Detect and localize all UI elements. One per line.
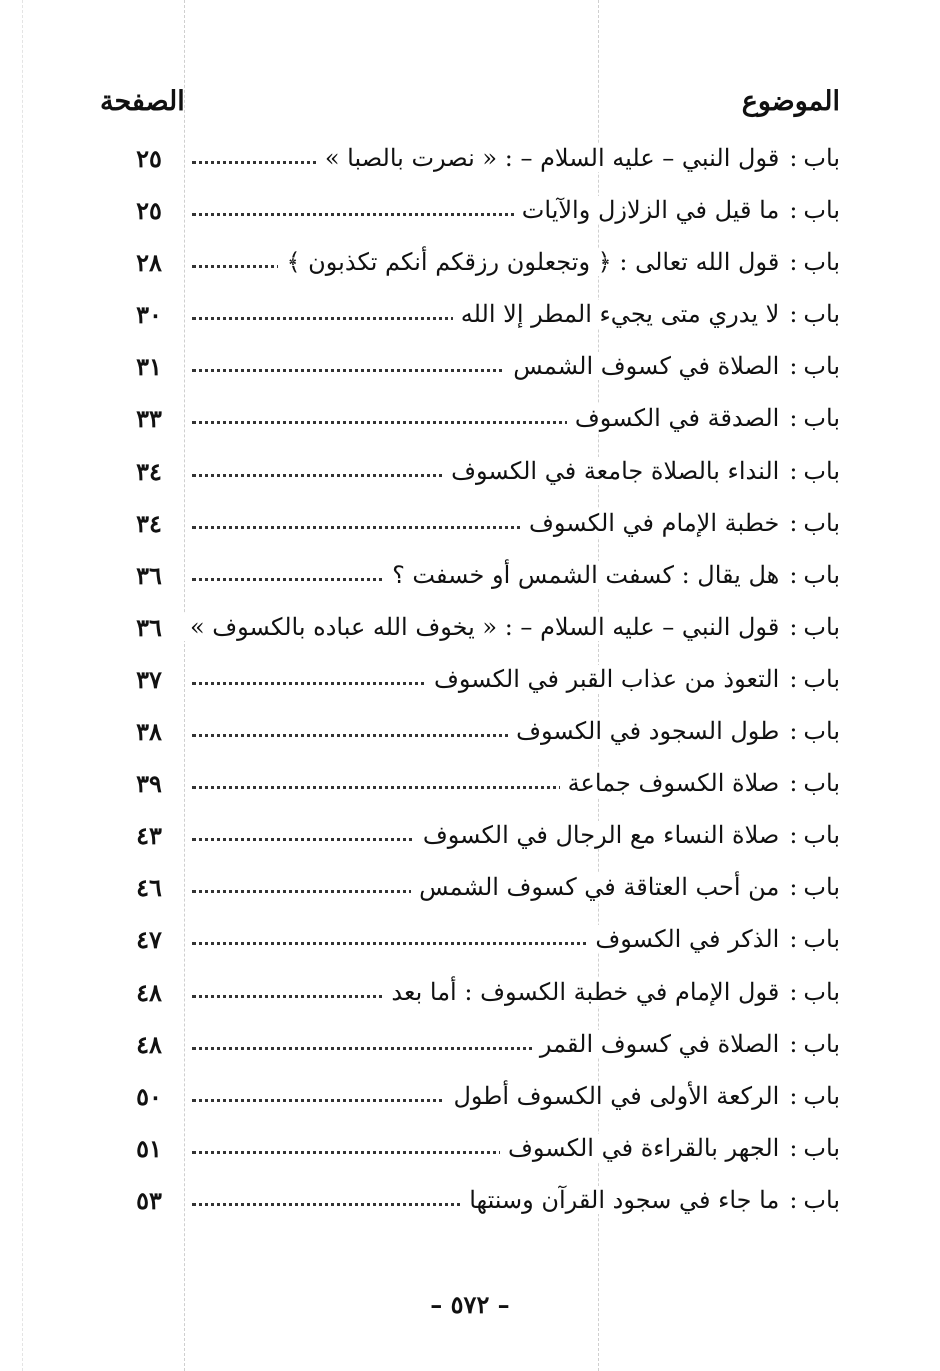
entry-text: الجهر بالقراءة في الكسوف: [508, 1133, 780, 1162]
entry-prefix: باب: [803, 769, 840, 798]
toc-entry-page-number: ٣٦: [136, 612, 162, 642]
toc-entry-page-number: ٢٥: [136, 144, 162, 173]
toc-entry-title: [500, 1134, 840, 1162]
entry-text: من أحب العتاقة في كسوف الشمس: [419, 873, 780, 902]
entry-separator: :: [789, 1185, 798, 1214]
entry-separator: :: [789, 612, 798, 641]
toc-entry-page-number: ٤٦: [136, 873, 162, 903]
toc-header: [100, 86, 840, 130]
toc-entry-title: [521, 509, 840, 537]
entry-prefix: باب: [803, 196, 840, 225]
entry-prefix: باب: [803, 1029, 840, 1058]
topic-column-heading: الموضوع: [741, 86, 840, 117]
toc-entry-title: [384, 561, 840, 589]
entry-separator: :: [789, 508, 798, 537]
entry-prefix: باب: [803, 560, 840, 589]
toc-entry: [120, 865, 840, 917]
entry-prefix: باب: [803, 1133, 840, 1162]
entry-separator: :: [789, 769, 798, 798]
entry-separator: :: [789, 717, 798, 746]
toc-entry-page-number: ٣٨: [136, 717, 162, 747]
toc-entry-page-number: ٥٣: [136, 1185, 162, 1215]
toc-entry-page-number: ٤٨: [136, 977, 162, 1007]
toc-entry-title: [453, 300, 840, 328]
toc-entry-title: [182, 613, 840, 641]
entry-text: النداء بالصلاة جامعة في الكسوف: [451, 456, 780, 485]
toc-entry: [120, 553, 840, 605]
toc-entry-title: [567, 404, 840, 432]
entry-text: قول الله تعالى : ﴿ وتجعلون رزقكم أنكم تكذبون ﴾: [286, 248, 780, 277]
entry-prefix: باب: [803, 873, 840, 902]
entry-prefix: باب: [803, 404, 840, 433]
entry-text: الصلاة في كسوف الشمس: [513, 352, 780, 381]
toc-entry-title: [411, 873, 840, 901]
toc-entry: [120, 1126, 840, 1178]
entry-separator: :: [789, 248, 798, 277]
toc-entry: [120, 813, 840, 865]
toc-entry: [120, 605, 840, 657]
toc-entry-title: [415, 821, 840, 849]
toc-entry: [120, 1074, 840, 1126]
entry-separator: :: [789, 300, 798, 329]
toc-entry-title: [532, 1030, 840, 1058]
toc-entry-title: [461, 1186, 840, 1214]
entry-prefix: باب: [803, 925, 840, 954]
entry-prefix: باب: [803, 664, 840, 693]
toc-entry: [120, 709, 840, 761]
entry-separator: :: [789, 1029, 798, 1058]
entry-prefix: باب: [803, 612, 840, 641]
entry-separator: :: [789, 352, 798, 381]
entry-prefix: باب: [803, 717, 840, 746]
entry-prefix: باب: [803, 1081, 840, 1110]
toc-entry: [120, 501, 840, 553]
entry-text: طول السجود في الكسوف: [516, 717, 780, 746]
toc-entry-title: [514, 196, 840, 224]
entry-separator: :: [789, 977, 798, 1006]
entry-prefix: باب: [803, 821, 840, 850]
entry-text: الذكر في الكسوف: [595, 925, 780, 954]
toc-entry-page-number: ٢٥: [136, 196, 162, 226]
table-of-contents: [120, 136, 840, 1230]
entry-prefix: باب: [803, 352, 840, 381]
toc-entry-page-number: ٣٤: [136, 456, 162, 486]
toc-entry: [120, 1022, 840, 1074]
entry-prefix: باب: [803, 144, 840, 172]
entry-separator: :: [789, 1133, 798, 1162]
toc-entry-title: [383, 978, 840, 1006]
entry-text: خطبة الإمام في الكسوف: [529, 508, 780, 537]
toc-entry-page-number: ٥١: [136, 1133, 162, 1163]
toc-entry-title: [443, 457, 840, 485]
page-column-heading: الصفحة: [100, 86, 185, 117]
toc-entry: [120, 344, 840, 396]
toc-entry: [120, 1178, 840, 1230]
toc-entry-title: [560, 769, 840, 797]
entry-text: صلاة الكسوف جماعة: [567, 769, 780, 798]
entry-separator: :: [789, 821, 798, 850]
toc-entry-page-number: ٣١: [136, 352, 162, 382]
scan-guide-line: [22, 0, 23, 1371]
entry-text: هل يقال : كسفت الشمس أو خسفت ؟: [392, 560, 780, 589]
entry-text: الصلاة في كسوف القمر: [539, 1029, 780, 1058]
toc-entry-page-number: ٣٠: [136, 300, 162, 330]
entry-separator: :: [789, 1081, 798, 1110]
toc-entry-title: [505, 352, 840, 380]
entry-separator: :: [789, 560, 798, 589]
entry-separator: :: [789, 144, 798, 172]
toc-entry-title: [317, 144, 840, 172]
entry-prefix: باب: [803, 1185, 840, 1214]
toc-entry: [120, 136, 840, 188]
toc-entry-page-number: ٣٧: [136, 664, 162, 694]
toc-entry-page-number: ٣٣: [136, 404, 162, 434]
entry-separator: :: [789, 664, 798, 693]
toc-entry: [120, 970, 840, 1022]
entry-text: قول النبي – عليه السلام – : « يخوف الله عباده بالكسوف »: [189, 612, 780, 641]
entry-text: الركعة الأولى في الكسوف أطول: [453, 1081, 780, 1110]
entry-text: صلاة النساء مع الرجال في الكسوف: [422, 821, 780, 850]
toc-entry: [120, 396, 840, 448]
toc-entry: [120, 188, 840, 240]
toc-entry-page-number: ٤٧: [136, 925, 162, 955]
entry-separator: :: [789, 456, 798, 485]
toc-entry-page-number: ٣٤: [136, 508, 162, 538]
entry-separator: :: [789, 404, 798, 433]
entry-text: قول الإمام في خطبة الكسوف : أما بعد: [391, 977, 780, 1006]
toc-entry-title: [426, 665, 840, 693]
entry-separator: :: [789, 925, 798, 954]
entry-text: ما جاء في سجود القرآن وسنتها: [469, 1185, 780, 1214]
toc-entry: [120, 657, 840, 709]
entry-separator: :: [789, 873, 798, 902]
toc-entry-page-number: ٣٩: [136, 769, 162, 799]
toc-entry-title: [508, 717, 840, 745]
entry-prefix: باب: [803, 456, 840, 485]
toc-entry-page-number: ٥٠: [136, 1081, 162, 1111]
entry-text: الصدقة في الكسوف: [574, 404, 780, 433]
toc-entry: [120, 240, 840, 292]
entry-prefix: باب: [803, 248, 840, 277]
entry-separator: :: [789, 196, 798, 225]
toc-entry-title: [587, 925, 840, 953]
entry-prefix: باب: [803, 977, 840, 1006]
entry-text: قول النبي – عليه السلام – : « نصرت بالصبا »: [324, 144, 780, 172]
entry-prefix: باب: [803, 300, 840, 329]
entry-text: لا يدري متى يجيء المطر إلا الله: [460, 300, 780, 329]
toc-entry-title: [278, 248, 840, 276]
toc-entry-page-number: ٤٣: [136, 821, 162, 851]
toc-entry: [120, 761, 840, 813]
entry-prefix: باب: [803, 508, 840, 537]
toc-entry-page-number: ٤٨: [136, 1029, 162, 1059]
toc-entry: [120, 292, 840, 344]
entry-text: التعوذ من عذاب القبر في الكسوف: [433, 664, 780, 693]
entry-text: ما قيل في الزلازل والآيات: [521, 196, 780, 225]
page-number: – ٥٧٢ –: [430, 1290, 510, 1319]
toc-entry: [120, 449, 840, 501]
toc-entry-page-number: ٣٦: [136, 560, 162, 590]
toc-entry-title: [445, 1082, 840, 1110]
toc-entry: [120, 917, 840, 969]
toc-entry-page-number: ٢٨: [136, 248, 162, 278]
